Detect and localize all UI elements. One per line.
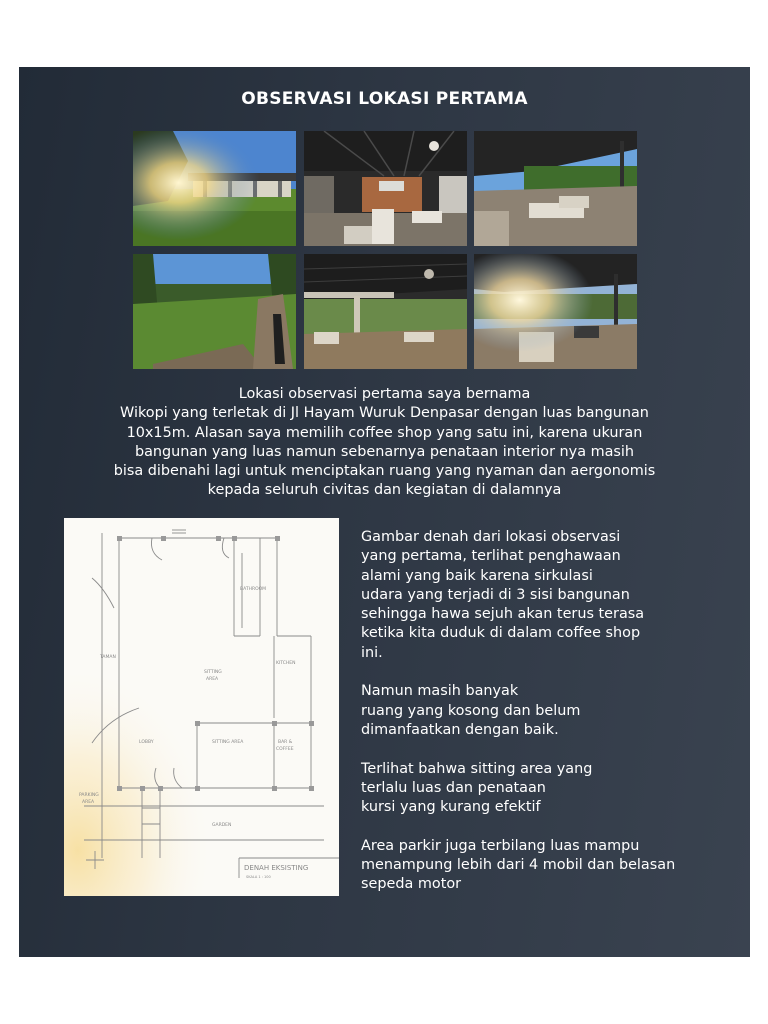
label-kitchen: KITCHEN [276, 661, 296, 666]
page-title: OBSERVASI LOKASI PERTAMA [241, 89, 528, 109]
description-paragraph [361, 528, 741, 663]
description-paragraph [361, 837, 741, 895]
description-line: alami yang baik karena sirkulasi [361, 567, 593, 584]
description-line: ini. [361, 644, 383, 661]
photo-garden-path [133, 254, 296, 369]
description-line: terlalu luas dan penataan [361, 779, 546, 796]
label-garden: GARDEN [212, 823, 232, 828]
description-line: dimanfaatkan dengan baik. [361, 721, 559, 738]
label-bathroom: BATHROOM [240, 587, 267, 592]
label-parking-line2: AREA [82, 800, 95, 805]
description-line: menampung lebih dari 4 mobil dan belasan [361, 857, 676, 874]
intro-line: bangunan yang luas namun sebenarnya penataan interior nya masih [134, 443, 635, 460]
description-line: ruang yang kosong dan belum [361, 702, 581, 719]
description-line: sepeda motor [361, 876, 462, 893]
photo-seating-area [304, 254, 467, 369]
label-sitting-area-small: SITTING AREA [212, 740, 244, 745]
label-taman: TAMAN [100, 655, 116, 660]
side-description [361, 528, 741, 914]
photo-interior-hall [304, 131, 467, 246]
intro-paragraph [49, 385, 720, 501]
label-plan-scale: SKALA 1 : 100 [246, 875, 271, 879]
intro-line: 10x15m. Alasan saya memilih coffee shop yang satu ini, karena ukuran [126, 424, 643, 441]
label-bar-line2: COFFEE [276, 747, 294, 752]
photo-terrace-sunset [474, 254, 637, 369]
description-line: Area parkir juga terbilang luas mampu [361, 837, 640, 854]
description-line: kursi yang kurang efektif [361, 799, 541, 816]
intro-line: Wikopi yang terletak di Jl Hayam Wuruk Denpasar dengan luas bangunan [120, 405, 649, 422]
photo-exterior-lawn [133, 131, 296, 246]
label-lobby: LOBBY [139, 740, 154, 745]
description-paragraph [361, 682, 741, 740]
label-sitting-area-line2: AREA [206, 677, 219, 682]
intro-line: kepada seluruh civitas dan kegiatan di dalamnya [207, 482, 562, 499]
description-line: ketika kita duduk di dalam coffee shop [361, 625, 641, 642]
description-paragraph [361, 760, 741, 818]
content-panel [19, 67, 750, 957]
description-line: Namun masih banyak [361, 683, 519, 700]
label-plan-title: DENAH EKSISTING [244, 864, 309, 872]
description-line: yang pertama, terlihat penghawaan [361, 548, 621, 565]
description-line: sehingga hawa sejuh akan terus terasa [361, 606, 645, 623]
intro-line: Lokasi observasi pertama saya bernama [238, 386, 531, 402]
description-line: Gambar denah dari lokasi observasi [361, 529, 621, 545]
intro-line: bisa dibenahi lagi untuk menciptakan ruang yang nyaman dan aergonomis [113, 463, 656, 480]
label-sitting-area-line1: SITTING [204, 670, 222, 675]
label-bar-line1: BAR & [278, 740, 293, 745]
description-line: Terlihat bahwa sitting area yang [361, 760, 593, 777]
photo-terrace-sofa [474, 131, 637, 246]
description-line: udara yang terjadi di 3 sisi bangunan [361, 586, 630, 603]
label-parking-line1: PARKING [79, 793, 99, 798]
floor-plan-sketch [64, 518, 339, 896]
